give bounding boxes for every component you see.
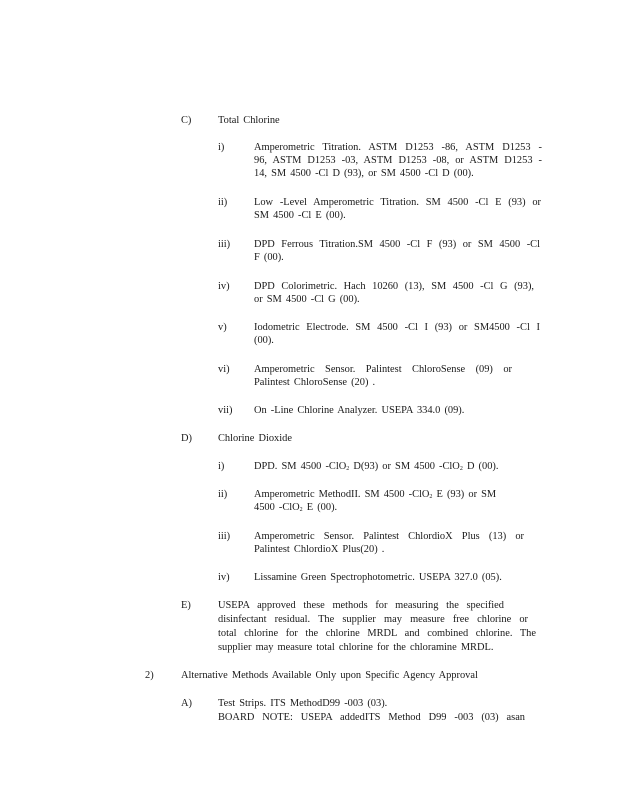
method-line: On -Line Chlorine Analyzer. USEPA 334.0 (09).	[254, 405, 465, 416]
item-number: i)	[218, 461, 225, 472]
method-line: 14, SM 4500 -Cl D (93), or SM 4500 -Cl D (00).	[254, 168, 474, 179]
method-line: DPD. SM 4500 -ClO$_2$ D(93) or SM 4500 -ClO$_2$ D (00).	[254, 461, 499, 472]
paragraph-line: total chlorine for the chlorine MRDL and combined chlorine. The	[218, 628, 536, 639]
item-number: vii)	[218, 405, 233, 416]
paragraph-line: Test Strips. ITS MethodD99 -003 (03).	[218, 698, 388, 709]
item-number: iv)	[218, 572, 230, 583]
item-a-label: A)	[181, 698, 192, 709]
method-line: or SM 4500 -Cl G (00).	[254, 294, 360, 305]
method-line: Palintest ChlordioX Plus(20) .	[254, 544, 385, 555]
section-c-title: Total Chlorine	[218, 115, 280, 126]
board-note-line: BOARD NOTE: USEPA addedITS Method D99 -003 (03) asan	[218, 712, 525, 723]
method-line: 96, ASTM D1253 -03, ASTM D1253 -08, or ASTM D1253 -	[254, 155, 542, 166]
item-number: iv)	[218, 281, 230, 292]
method-line: Low -Level Amperometric Titration. SM 4500 -Cl E (93) or	[254, 197, 541, 208]
paragraph-line: disinfectant residual. The supplier may measure free chlorine or	[218, 614, 528, 625]
method-line: Amperometric MethodII. SM 4500 -ClO$_2$ E (93) or SM	[254, 489, 497, 500]
method-line: DPD Ferrous Titration.SM 4500 -Cl F (93) or SM 4500 -Cl	[254, 239, 540, 250]
section-e-label: E)	[181, 600, 191, 611]
item-number: iii)	[218, 239, 231, 250]
paragraph-line: supplier may measure total chlorine for the chloramine MRDL.	[218, 642, 494, 653]
method-line: Amperometric Sensor. Palintest ChlordioX Plus (13) or	[254, 531, 524, 542]
method-line: (00).	[254, 335, 274, 346]
item-number: iii)	[218, 531, 231, 542]
method-line: 4500 -ClO$_2$ E (00).	[254, 502, 338, 513]
section-2-label: 2)	[145, 670, 154, 681]
paragraph-line: USEPA approved these methods for measuring the specified	[218, 600, 504, 611]
section-c-label: C)	[181, 115, 192, 126]
item-number: ii)	[218, 197, 228, 208]
item-number: ii)	[218, 489, 228, 500]
method-line: F (00).	[254, 252, 284, 263]
method-line: Lissamine Green Spectrophotometric. USEPA 327.0 (05).	[254, 572, 502, 583]
method-line: SM 4500 -Cl E (00).	[254, 210, 346, 221]
item-number: vi)	[218, 364, 230, 375]
section-2-title: Alternative Methods Available Only upon Specific Agency Approval	[181, 670, 478, 681]
section-d-title: Chlorine Dioxide	[218, 433, 292, 444]
method-line: DPD Colorimetric. Hach 10260 (13), SM 4500 -Cl G (93),	[254, 281, 534, 292]
section-d-label: D)	[181, 433, 192, 444]
method-line: Amperometric Titration. ASTM D1253 -86, ASTM D1253 -	[254, 142, 542, 153]
item-number: v)	[218, 322, 227, 333]
method-line: Iodometric Electrode. SM 4500 -Cl I (93) or SM4500 -Cl I	[254, 322, 540, 333]
method-line: Palintest ChloroSense (20) .	[254, 377, 376, 388]
method-line: Amperometric Sensor. Palintest ChloroSense (09) or	[254, 364, 512, 375]
item-number: i)	[218, 142, 225, 153]
